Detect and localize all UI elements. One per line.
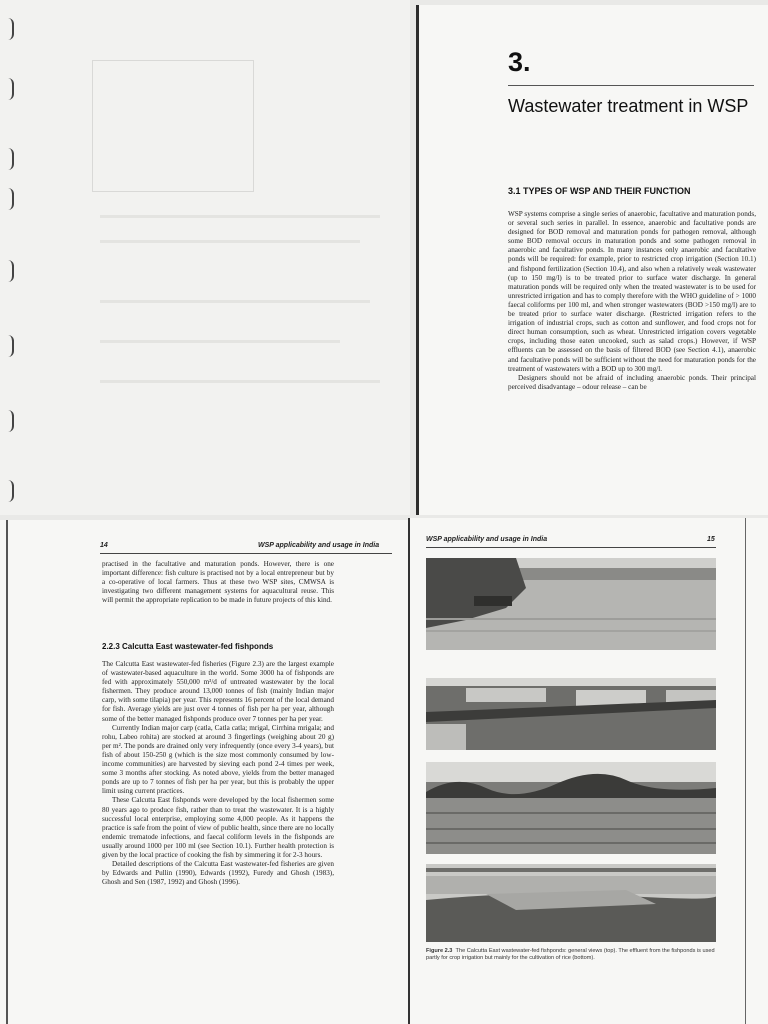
- photo-crop-field: [426, 762, 716, 854]
- photo-pond-embankments: [426, 678, 716, 750]
- page-edge: [6, 520, 8, 1024]
- photo-illustration: [426, 864, 716, 942]
- figure-caption: [426, 948, 718, 962]
- section-heading: 3.1 TYPES OF WSP AND THEIR FUNCTION: [508, 186, 691, 196]
- caption-label: Figure 2.3: [426, 948, 453, 954]
- chapter-body: [508, 210, 756, 392]
- faded-line: [100, 380, 380, 383]
- photo-illustration: [426, 762, 716, 854]
- binder-ring: [4, 260, 14, 282]
- page-edge: [745, 518, 746, 1024]
- page-14: [0, 520, 410, 1024]
- photo-illustration: [426, 558, 716, 650]
- binder-ring: [4, 480, 14, 502]
- body-paragraph: Detailed descriptions of the Calcutta East wastewater-fed fisheries are given by Edwards and Pullin (1990), Edwards (1992), Furedy and Ghosh (1983), Ghosh and Sen (1987, 1992) and Ghosh (1996).: [102, 860, 334, 887]
- body-paragraph: WSP systems comprise a single series of anaerobic, facultative and maturation ponds, or several such series in parallel. In essence, anaerobic and facultative ponds are designed for BOD removal and maturation ponds for pathogen removal, although some BOD removal occurs in maturation ponds and some pathogen removal in anaerobic and facultative ponds. In many instances only anaerobic and facultative ponds will be required: for example, prior to restricted crop irrigation (Section 10.1) and fishpond fertilization (Section 10.4), and also when a relatively weak wastewater (up to 150 mg/l) is to be treated prior to surface water discharge. In general maturation ponds will be required only when the treated wastewater is to be used for unrestricted irrigation and has to comply therefore with the WHO guideline of > 1000 faecal coliforms per 100 ml, and when stronger wastewaters (BOD >150 mg/l) are to be treated prior to surface water discharge. (Restricted irrigation refers to the irrigation of industrial crops, such as cotton and sunflower, and food crops not for direct human consumption, such as wheat. Unrestricted irrigation covers vegetable crops, including those eaten uncooked, such as salad crops.) However, if WSP effluents can be assessed on the basis of filtered BOD (see Section 4.1), anaerobic and facultative ponds will be sufficient without the need for maturation ponds for the treatment of wastewaters with a BOD up to 300 mg/l.: [508, 210, 756, 373]
- body-paragraph: Currently Indian major carp (catla, Catla catla; mrigal, Cirrhina mrigala; and rohu, Labeo rohita) are stocked at around 3 fingerlings (weighing about 20 g) per m². The ponds are drained only very infrequently (once every 3-4 years), but fish of about 150-250 g (which is the size most commonly consumed by low-income communities) are harvested by sieving each pond 2-4 times per week, some 3 months after stocking. As noted above, yields from the better managed ponds are up to 7 tonnes of fish per ha per year, but this is probably the upper limit using current practices.: [102, 723, 334, 796]
- page-15: [408, 518, 768, 1024]
- running-head: WSP applicability and usage in India: [426, 536, 548, 543]
- binder-ring: [4, 148, 14, 170]
- chapter-number: 3.: [508, 47, 531, 77]
- chapter-title: Wastewater treatment in WSP: [508, 96, 749, 116]
- faded-line: [100, 300, 370, 303]
- running-head: WSP applicability and usage in India: [258, 542, 380, 549]
- photo-fishpond-view: [426, 558, 716, 650]
- photo-rice-cultivation: [426, 864, 716, 942]
- page-number: 14: [100, 542, 108, 549]
- chapter-rule: [508, 85, 754, 86]
- page-14-body: [102, 660, 334, 887]
- binder-ring: [4, 78, 14, 100]
- faded-figure: [92, 60, 254, 192]
- faded-line: [100, 340, 340, 343]
- page-spine: [408, 518, 410, 1024]
- body-paragraph: These Calcutta East fishponds were developed by the local fishermen some 80 years ago to produce fish, rather than to treat the wastewater. It is a highly successful local enterprise, employing some 4,000 people. As it happens the practice is safe from the point of view of public health, since there are no locally endemic trematode infections, and faecal coliform levels in the fishponds are usually around 1000 per 100 ml (see Section 10.1). Further health protection is given by the local practice of cooking the fish by simmering it for 2-3 hours.: [102, 796, 334, 859]
- binder-ring: [4, 335, 14, 357]
- header-rule: [426, 547, 716, 548]
- faded-line: [100, 240, 360, 243]
- page-number: 15: [707, 536, 715, 543]
- header-rule: [100, 553, 392, 554]
- faded-left-page: [0, 0, 410, 515]
- faded-line: [100, 215, 380, 218]
- chapter-page: [416, 5, 768, 515]
- body-paragraph: The Calcutta East wastewater-fed fisheries (Figure 2.3) are the largest example of wastewater-based aquaculture in the world. Some 3000 ha of fishponds are fed with approximately 550,000 m³/d of untreated wastewater by the local fishermen. They produce around 13,000 tonnes of fish (mainly Indian major carp, with some tilapia) per year. This represents 16 percent of the local demand for fish. Average yields are just over 4 tonnes of fish per ha per year, although some of the better managed fishponds produce over 7 tonnes per ha per year.: [102, 660, 334, 723]
- binder-ring: [4, 188, 14, 210]
- body-paragraph: Designers should not be afraid of including anaerobic ponds. Their principal perceived disadvantage – odour release – can be: [508, 373, 756, 391]
- body-paragraph: practised in the facultative and maturation ponds. However, there is one important difference: fish culture is practised not by a local entrepreneur but by a co-operative of local farmers. Thus at these two WSP sites, CMWSA is investigating two different management systems for aquacultural reuse. This will permit the appropriate replication to be made in future projects of this kind.: [102, 560, 334, 605]
- subsection-heading: 2.2.3 Calcutta East wastewater-fed fishponds: [102, 642, 274, 651]
- photo-illustration: [426, 678, 716, 750]
- page-spine: [416, 5, 419, 515]
- binder-ring: [4, 410, 14, 432]
- intro-text: [102, 560, 334, 605]
- caption-text: The Calcutta East wastewater-fed fishponds: general views (top). The effluent from the fishponds is used partly for crop irrigation but mainly for the cultivation of rice (bottom).: [426, 948, 715, 961]
- binder-ring: [4, 18, 14, 40]
